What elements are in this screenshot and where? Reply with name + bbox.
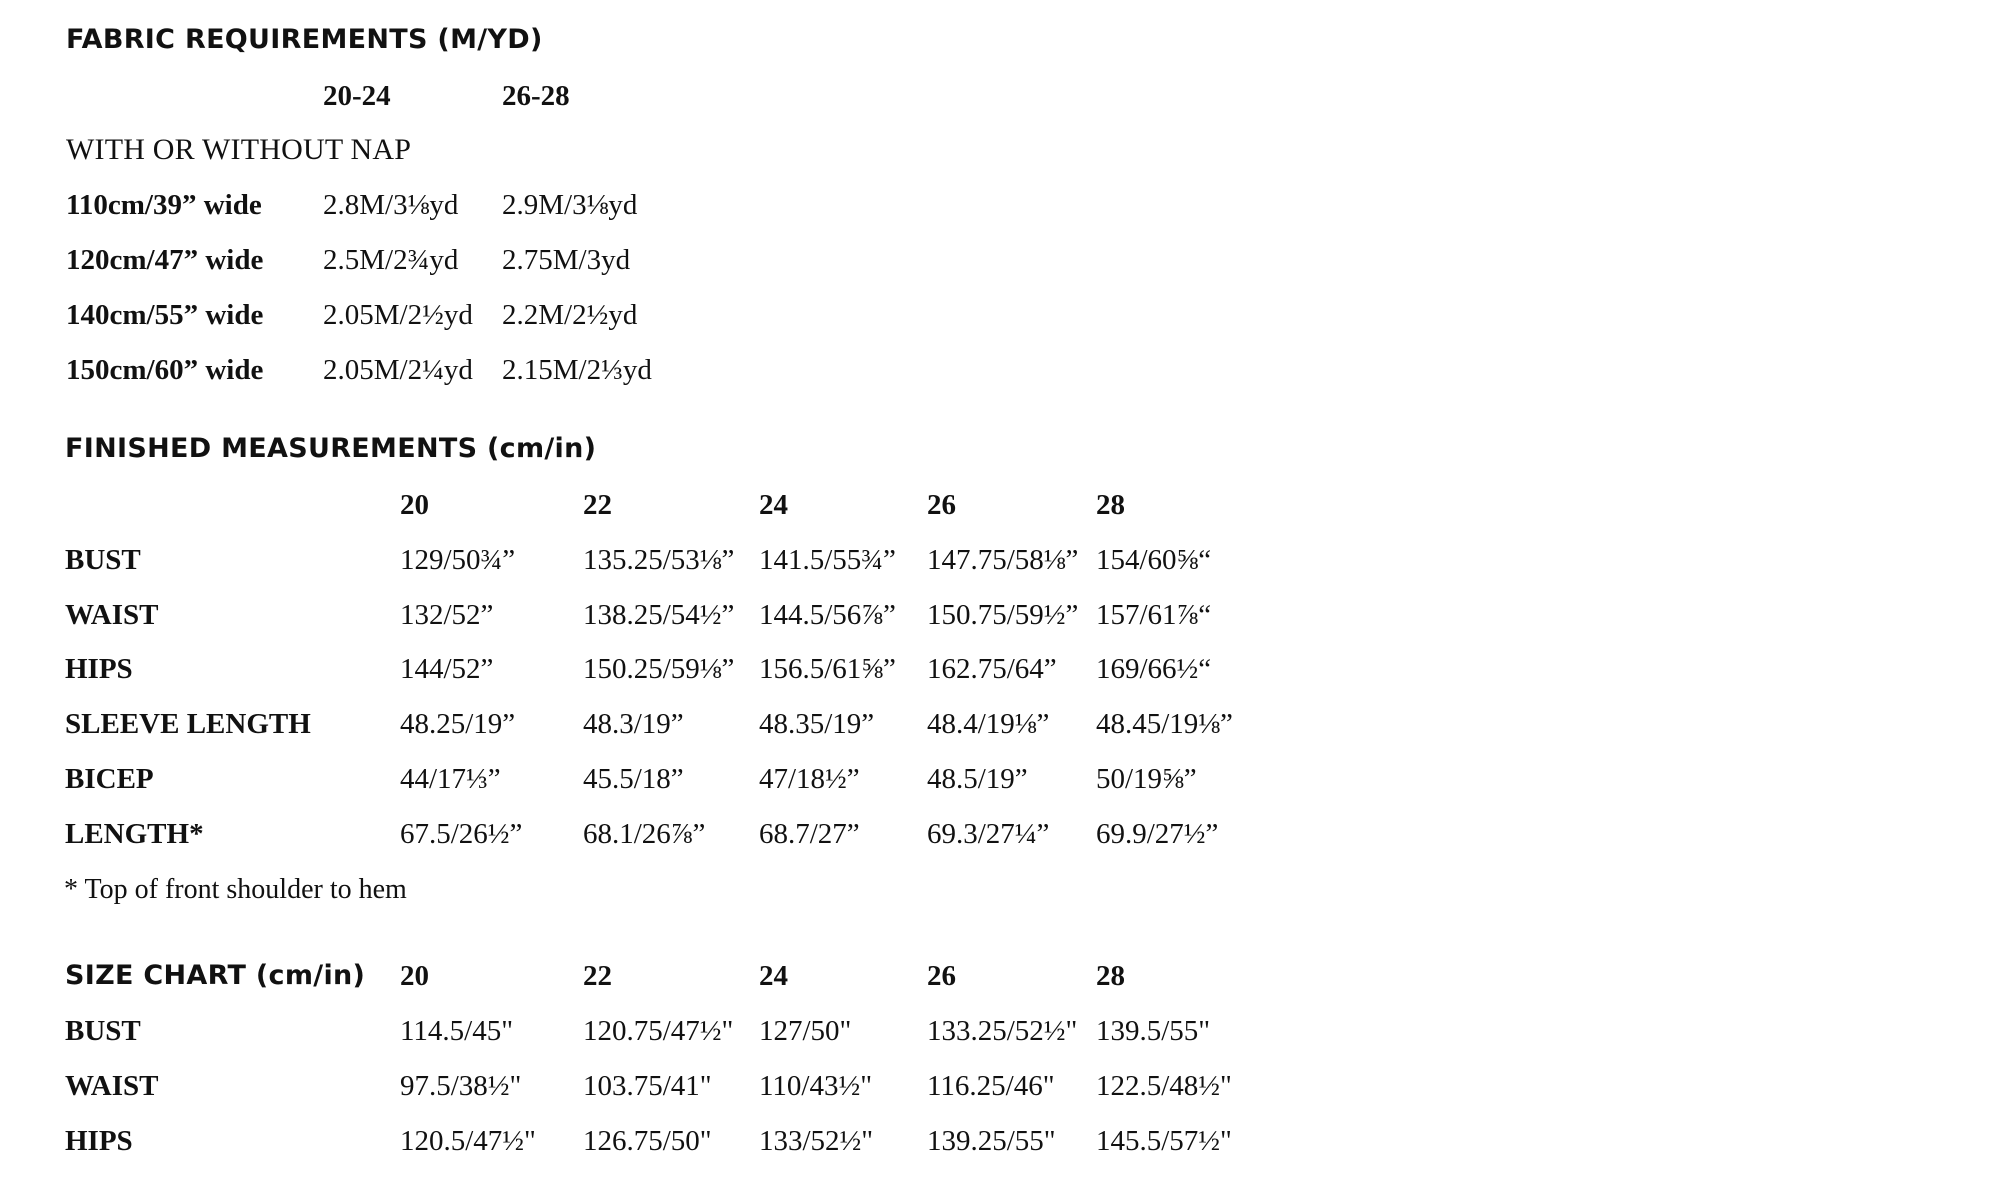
finished-footnote: * Top of front shoulder to hem bbox=[64, 874, 407, 905]
finished-row-value: 129/50¾” bbox=[400, 544, 516, 576]
fabric-row-label: 150cm/60” wide bbox=[66, 354, 264, 386]
fabric-row-value: 2.05M/2½yd bbox=[323, 299, 473, 331]
finished-row-value: 132/52” bbox=[400, 599, 494, 631]
finished-row-value: 48.3/19” bbox=[583, 708, 684, 740]
finished-row-value: 48.35/19” bbox=[759, 708, 875, 740]
fabric-nap-subhead: WITH OR WITHOUT NAP bbox=[66, 133, 412, 166]
finished-size-header: 24 bbox=[759, 489, 788, 521]
size-chart-row-value: 97.5/38½" bbox=[400, 1070, 522, 1102]
finished-row-value: 47/18½” bbox=[759, 763, 860, 795]
finished-row-value: 48.45/19⅛” bbox=[1096, 708, 1233, 740]
finished-row-value: 141.5/55¾” bbox=[759, 544, 896, 576]
finished-row-value: 48.5/19” bbox=[927, 763, 1028, 795]
finished-measurements-title: FINISHED MEASUREMENTS (cm/in) bbox=[65, 433, 597, 464]
size-chart-row-label: HIPS bbox=[65, 1125, 133, 1157]
finished-row-value: 69.3/27¼” bbox=[927, 818, 1050, 850]
finished-row-label: HIPS bbox=[65, 653, 133, 685]
fabric-row-value: 2.05M/2¼yd bbox=[323, 354, 473, 386]
size-chart-size-header: 22 bbox=[583, 960, 612, 992]
finished-row-value: 156.5/61⅝” bbox=[759, 653, 896, 685]
fabric-requirements-title: FABRIC REQUIREMENTS (M/YD) bbox=[66, 24, 543, 55]
finished-row-value: 48.4/19⅛” bbox=[927, 708, 1050, 740]
finished-row-label: SLEEVE LENGTH bbox=[65, 708, 311, 740]
finished-row-value: 162.75/64” bbox=[927, 653, 1057, 685]
size-chart-row-value: 133/52½" bbox=[759, 1125, 874, 1157]
fabric-row-value: 2.9M/3⅛yd bbox=[502, 189, 638, 221]
fabric-row-label: 120cm/47” wide bbox=[66, 244, 264, 276]
size-chart-row-value: 120.75/47½" bbox=[583, 1015, 734, 1047]
finished-size-header: 22 bbox=[583, 489, 612, 521]
finished-row-value: 67.5/26½” bbox=[400, 818, 523, 850]
finished-row-value: 68.1/26⅞” bbox=[583, 818, 706, 850]
fabric-row-label: 110cm/39” wide bbox=[66, 189, 262, 221]
fabric-size-header: 26-28 bbox=[502, 80, 570, 112]
size-chart-size-header: 26 bbox=[927, 960, 956, 992]
finished-row-value: 69.9/27½” bbox=[1096, 818, 1219, 850]
size-chart-row-value: 127/50" bbox=[759, 1015, 852, 1047]
finished-row-label: BICEP bbox=[65, 763, 154, 795]
finished-row-value: 48.25/19” bbox=[400, 708, 516, 740]
finished-row-label: LENGTH* bbox=[65, 818, 204, 850]
size-chart-size-header: 24 bbox=[759, 960, 788, 992]
size-chart-row-value: 133.25/52½" bbox=[927, 1015, 1078, 1047]
fabric-row-value: 2.75M/3yd bbox=[502, 244, 631, 276]
finished-row-value: 144/52” bbox=[400, 653, 494, 685]
size-chart-row-value: 139.5/55" bbox=[1096, 1015, 1211, 1047]
finished-row-label: BUST bbox=[65, 544, 141, 576]
fabric-row-value: 2.5M/2¾yd bbox=[323, 244, 459, 276]
size-chart-size-header: 28 bbox=[1096, 960, 1125, 992]
finished-size-header: 20 bbox=[400, 489, 429, 521]
size-chart-row-value: 116.25/46" bbox=[927, 1070, 1055, 1102]
finished-row-value: 150.25/59⅛” bbox=[583, 653, 735, 685]
size-chart-row-value: 126.75/50" bbox=[583, 1125, 712, 1157]
size-chart-row-value: 145.5/57½" bbox=[1096, 1125, 1232, 1157]
size-chart-row-value: 103.75/41" bbox=[583, 1070, 712, 1102]
size-chart-size-header: 20 bbox=[400, 960, 429, 992]
finished-row-value: 150.75/59½” bbox=[927, 599, 1079, 631]
size-chart-row-value: 122.5/48½" bbox=[1096, 1070, 1232, 1102]
fabric-row-label: 140cm/55” wide bbox=[66, 299, 264, 331]
size-chart-row-value: 114.5/45" bbox=[400, 1015, 514, 1047]
finished-row-value: 169/66½“ bbox=[1096, 653, 1212, 685]
finished-row-label: WAIST bbox=[65, 599, 159, 631]
size-chart-row-value: 139.25/55" bbox=[927, 1125, 1056, 1157]
finished-row-value: 68.7/27” bbox=[759, 818, 860, 850]
fabric-size-header: 20-24 bbox=[323, 80, 391, 112]
fabric-row-value: 2.8M/3⅛yd bbox=[323, 189, 459, 221]
finished-row-value: 50/19⅝” bbox=[1096, 763, 1197, 795]
size-chart-row-value: 120.5/47½" bbox=[400, 1125, 536, 1157]
size-chart-row-value: 110/43½" bbox=[759, 1070, 873, 1102]
finished-row-value: 44/17⅓” bbox=[400, 763, 501, 795]
finished-row-value: 154/60⅝“ bbox=[1096, 544, 1212, 576]
finished-row-value: 138.25/54½” bbox=[583, 599, 735, 631]
finished-row-value: 135.25/53⅛” bbox=[583, 544, 735, 576]
finished-row-value: 147.75/58⅛” bbox=[927, 544, 1079, 576]
finished-size-header: 28 bbox=[1096, 489, 1125, 521]
size-chart-row-label: WAIST bbox=[65, 1070, 159, 1102]
size-chart-title: SIZE CHART (cm/in) bbox=[65, 960, 366, 991]
size-chart-row-label: BUST bbox=[65, 1015, 141, 1047]
finished-size-header: 26 bbox=[927, 489, 956, 521]
finished-row-value: 144.5/56⅞” bbox=[759, 599, 896, 631]
fabric-row-value: 2.15M/2⅓yd bbox=[502, 354, 652, 386]
finished-row-value: 157/61⅞“ bbox=[1096, 599, 1212, 631]
fabric-row-value: 2.2M/2½yd bbox=[502, 299, 638, 331]
finished-row-value: 45.5/18” bbox=[583, 763, 684, 795]
